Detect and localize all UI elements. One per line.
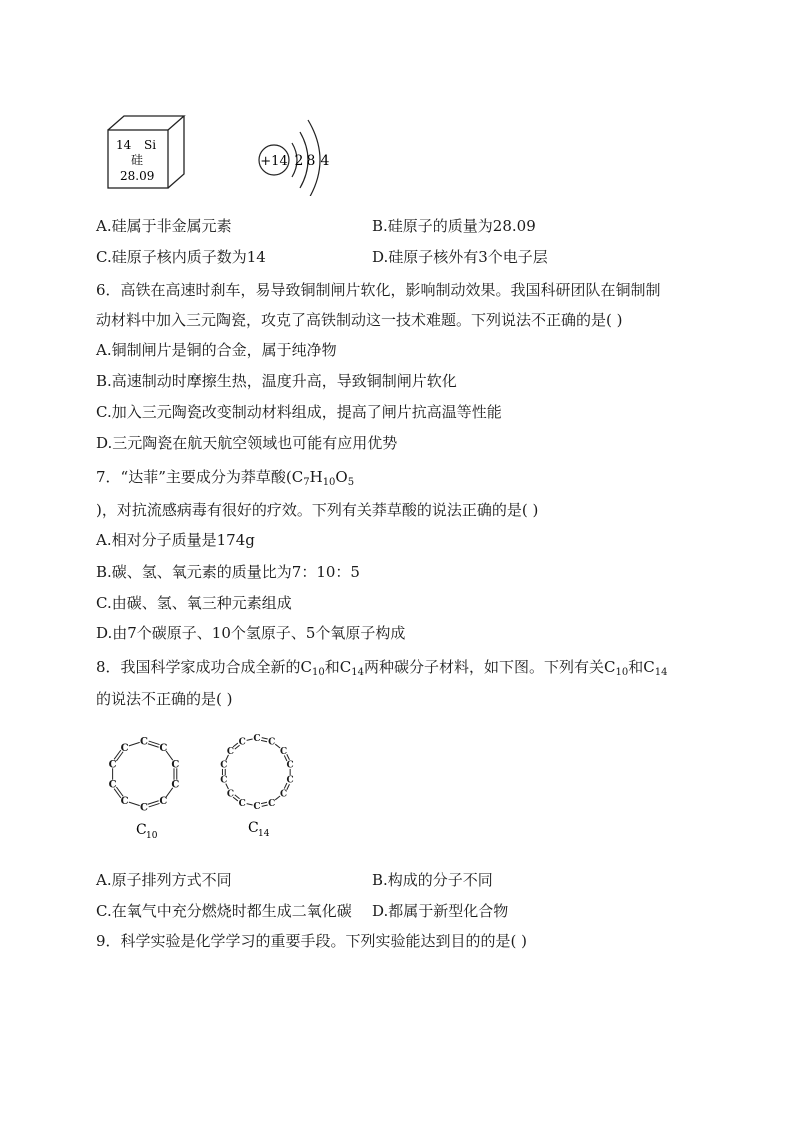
- element-symbol: Si: [144, 138, 157, 152]
- q8-option-c: C.在氧气中充分燃烧时都生成二氧化碳: [96, 902, 352, 920]
- q7-stem-prefix: 7．“达菲”主要成分为莽草酸(: [96, 468, 292, 486]
- q5-option-a: A.硅属于非金属元素: [96, 217, 232, 235]
- carbon-atom: C: [268, 737, 276, 748]
- carbon-atom: C: [286, 775, 294, 786]
- q8-stem-line-2: 的说法不正确的是( ): [96, 690, 233, 708]
- carbon-atom: C: [226, 789, 235, 800]
- c10-label-count: 10: [146, 831, 158, 841]
- c14-ring: [220, 734, 293, 812]
- carbon-atom: C: [268, 798, 276, 809]
- formula-c10-symbol: C: [300, 658, 313, 676]
- carbon-molecules-figure: [104, 728, 314, 844]
- q8-option-a: A.原子排列方式不同: [96, 871, 232, 889]
- c10-label-symbol: C: [136, 822, 147, 838]
- formula-c10b-count: 10: [615, 667, 629, 678]
- carbon-atom: C: [108, 759, 117, 771]
- formula-h-count: 10: [322, 477, 336, 488]
- carbon-atom: C: [171, 779, 180, 791]
- carbon-atom: C: [226, 746, 235, 757]
- formula-c-count: 7: [303, 477, 310, 488]
- q5-option-b: B.硅原子的质量为28.09: [372, 217, 536, 235]
- carbon-atom: C: [140, 736, 148, 748]
- carbon-atom: C: [120, 796, 129, 808]
- carbon-bond: [247, 804, 253, 805]
- silicon-atom-diagram: [256, 112, 346, 196]
- carbon-bond: [261, 740, 267, 741]
- q6-stem-line-1: 6．高铁在高速时刹车，易导致铜制闸片软化，影响制动效果。我国科研团队在铜制制: [96, 281, 661, 299]
- q8-and-2: 和: [628, 658, 644, 676]
- formula-c: C: [291, 468, 304, 486]
- carbon-atom: C: [238, 737, 246, 748]
- carbon-atom: C: [159, 742, 168, 754]
- carbon-bond: [262, 738, 268, 739]
- q8-stem-text-1: 8．我国科学家成功合成全新的: [96, 658, 301, 676]
- formula-c14b-count: 14: [654, 667, 668, 678]
- carbon-bond: [261, 802, 267, 803]
- formula-o: O: [335, 468, 348, 486]
- carbon-atom: C: [279, 746, 288, 757]
- q6-option-b: B.高速制动时摩擦生热，温度升高，导致铜制闸片软化: [96, 372, 457, 390]
- q8-stem-line-1: [96, 657, 667, 677]
- carbon-atom: C: [253, 802, 261, 813]
- q6-option-c: C.加入三元陶瓷改变制动材料组成，提高了闸片抗高温等性能: [96, 403, 502, 421]
- c14-label-symbol: C: [248, 820, 259, 836]
- formula-c14-count: 14: [351, 667, 364, 678]
- q8-and-1: 和: [324, 658, 340, 676]
- carbon-atom: C: [108, 779, 117, 791]
- carbon-bond: [287, 754, 290, 760]
- shell-2-electrons: 8: [306, 153, 316, 169]
- q6-option-a: A.铜制闸片是铜的合金，属于纯净物: [96, 341, 337, 359]
- carbon-bond: [116, 787, 123, 796]
- q7-option-b: B.碳、氢、氧元素的质量比为7：10：5: [96, 563, 360, 581]
- carbon-atom: C: [238, 798, 246, 809]
- carbon-atom: C: [120, 742, 129, 754]
- carbon-atom: C: [279, 789, 288, 800]
- carbon-atom: C: [286, 760, 294, 771]
- q9-stem: 9．科学实验是化学学习的重要手段。下列实验能达到目的的是( ): [96, 932, 528, 950]
- element-number: 14: [116, 138, 132, 152]
- element-mass: 28.09: [120, 169, 155, 183]
- q5-option-d: D.硅原子核外有3个电子层: [372, 248, 548, 266]
- formula-c10-count: 10: [312, 667, 325, 678]
- c14-label-count: 14: [258, 829, 270, 839]
- carbon-atom: C: [140, 802, 148, 814]
- silicon-element-card: [104, 112, 188, 192]
- c10-ring: [109, 737, 180, 814]
- formula-c14b-symbol: C: [643, 658, 655, 676]
- carbon-bond: [129, 802, 140, 806]
- carbon-atom: C: [159, 796, 168, 808]
- q7-option-d: D.由7个碳原子、10个氢原子、5个氧原子构成: [96, 624, 406, 642]
- formula-c14-symbol: C: [339, 658, 352, 676]
- carbon-atom: C: [220, 760, 228, 771]
- carbon-bond: [262, 805, 268, 806]
- shell-3-electrons: 4: [320, 153, 330, 169]
- q6-option-d: D.三元陶瓷在航天航空领域也可能有应用优势: [96, 434, 398, 452]
- q8-option-b: B.构成的分子不同: [372, 871, 493, 889]
- shell-1-electrons: 2: [294, 153, 304, 169]
- carbon-bond: [247, 739, 253, 740]
- carbon-atom: C: [171, 759, 180, 771]
- carbon-atom: C: [253, 734, 261, 745]
- element-name: 硅: [131, 153, 144, 167]
- q8-stem-text-2: 两种碳分子材料，如下图。下列有关: [364, 658, 605, 676]
- q7-stem-line-2: )，对抗流感病毒有很好的疗效。下列有关莽草酸的说法正确的是( ): [96, 501, 539, 519]
- q7-option-c: C.由碳、氢、氧三种元素组成: [96, 594, 292, 612]
- formula-h: H: [309, 468, 323, 486]
- formula-c10b-symbol: C: [604, 658, 616, 676]
- carbon-bond: [129, 742, 140, 746]
- formula-o-count: 5: [347, 477, 355, 488]
- q5-option-c: C.硅原子核内质子数为14: [96, 248, 266, 266]
- q6-stem-line-2: 动材料中加入三元陶瓷，攻克了高铁制动这一技术难题。下列说法不正确的是( ): [96, 311, 623, 329]
- q7-stem-line-1: [96, 467, 354, 487]
- carbon-atom: C: [220, 775, 228, 786]
- q8-option-d: D.都属于新型化合物: [372, 902, 509, 920]
- nucleus-charge: +14: [260, 154, 288, 169]
- q7-option-a: A.相对分子质量是174g: [96, 531, 255, 549]
